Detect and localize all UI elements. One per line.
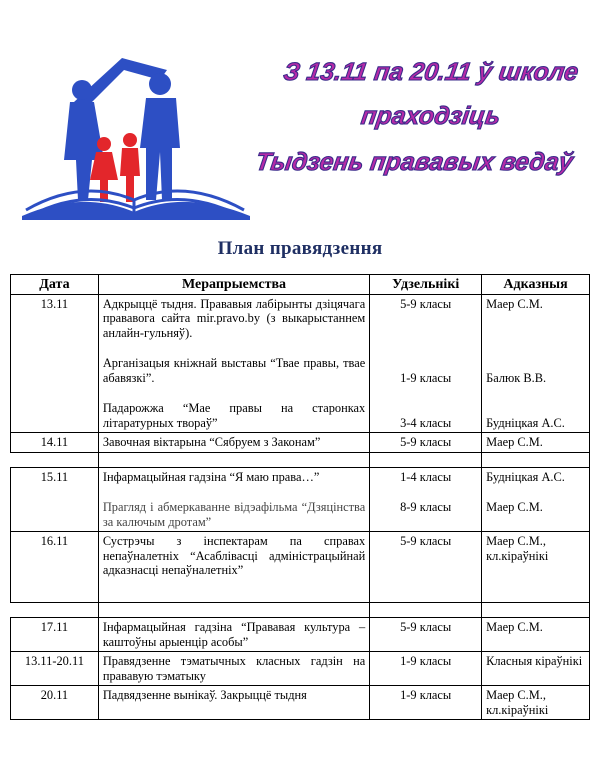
activity-text: Інфармацыйная гадзіна “Прававая культура – каштоўны арыенцір асобы”: [98, 618, 369, 652]
responsible-text: Маер С.М., кл.кіраўнікі: [482, 532, 590, 603]
table-row: [11, 652, 590, 686]
responsible-text: Маер С.М.: [482, 433, 590, 453]
schedule-table: [10, 274, 590, 720]
activity-text: Правядзенне тэматычных класных гадзін на прававую тэматыку: [98, 652, 369, 686]
participants-text: 5-9 класы: [370, 532, 482, 603]
activity-text: Арганізацыя кніжнай выставы “Твае правы, твае абавязкі”.: [102, 356, 366, 385]
banner-line-2: праходзіць: [359, 102, 503, 130]
table-row: [11, 686, 590, 720]
family-book-logo: [12, 40, 262, 220]
participants-text: 5-9 класы: [400, 296, 452, 311]
row-responsible: [482, 294, 590, 433]
table-row: [11, 618, 590, 652]
participants-text: 5-9 класы: [370, 433, 482, 453]
participants-text: 5-9 класы: [370, 618, 482, 652]
participants-text: 3-4 класы: [400, 415, 452, 430]
table-gap: [11, 452, 590, 467]
row-date: 20.11: [11, 686, 99, 720]
table-row: [11, 294, 590, 433]
responsible-text: Будніцкая А.С.: [486, 415, 565, 430]
participants-text: 1-4 класы: [400, 469, 452, 484]
row-date: 14.11: [11, 433, 99, 453]
plan-title: План правядзення: [217, 238, 383, 259]
activity-text: Падарожжа “Мае правы на старонках літаратурных твораў”: [102, 401, 366, 430]
header-date: Дата: [11, 275, 99, 295]
participants-text: 8-9 класы: [400, 500, 452, 514]
table-row: [11, 467, 590, 532]
row-date: 13.11-20.11: [11, 652, 99, 686]
responsible-text: Маер С.М., кл.кіраўнікі: [482, 686, 590, 720]
activity-text: Адкрыццё тыдня. Прававыя лабірынты дзіцячага прававога сайта mir.pravo.by (з выкарыстаннем анлайн-гульняў).: [102, 296, 366, 340]
row-participants: [370, 467, 482, 532]
row-participants: [370, 294, 482, 433]
row-date: 16.11: [11, 532, 99, 603]
row-activities: [98, 294, 369, 433]
activity-text: Завочная віктарына “Сябруем з Законам”: [98, 433, 369, 453]
mother-figure: [64, 80, 104, 200]
responsible-text: Маер С.М.: [486, 296, 543, 311]
participants-text: 1-9 класы: [370, 686, 482, 720]
father-figure: [140, 73, 180, 200]
activity-text: Прагляд і абмеркаванне відэафільма “Дзяцінства за калючым дротам”: [102, 500, 366, 529]
week-banner: [240, 22, 600, 192]
header-participants: Удзельнікі: [370, 275, 482, 295]
row-activities: [98, 467, 369, 532]
row-date: 13.11: [11, 294, 99, 433]
responsible-text: Маер С.М.: [482, 618, 590, 652]
participants-text: 1-9 класы: [370, 652, 482, 686]
responsible-text: Маер С.М.: [486, 500, 543, 514]
banner-line-3: Тыдзень прававых ведаў: [253, 148, 575, 176]
row-responsible: [482, 467, 590, 532]
row-date: 15.11: [11, 467, 99, 532]
table-header-row: [11, 275, 590, 295]
activity-text: Падвядзенне вынікаў. Закрыццё тыдня: [98, 686, 369, 720]
table-gap: [11, 603, 590, 618]
row-date: 17.11: [11, 618, 99, 652]
responsible-text: Балюк В.В.: [486, 371, 547, 385]
table-row: [11, 532, 590, 603]
activity-text: Сустрэчы з інспектарам па справах непаўналетніх “Асаблівасці адміністрацыйнай адказнасці непаўналетніх”: [98, 532, 369, 603]
activity-text: Інфармацыйная гадзіна “Я маю права…”: [102, 469, 320, 484]
header-activity: Мерапрыемства: [98, 275, 369, 295]
participants-text: 1-9 класы: [400, 371, 452, 385]
responsible-text: Класныя кіраўнікі: [482, 652, 590, 686]
banner-line-1: З 13.11 па 20.11 ў школе: [281, 58, 581, 86]
table-row: [11, 433, 590, 453]
responsible-text: Будніцкая А.С.: [486, 469, 565, 484]
header-responsible: Адказныя: [482, 275, 590, 295]
